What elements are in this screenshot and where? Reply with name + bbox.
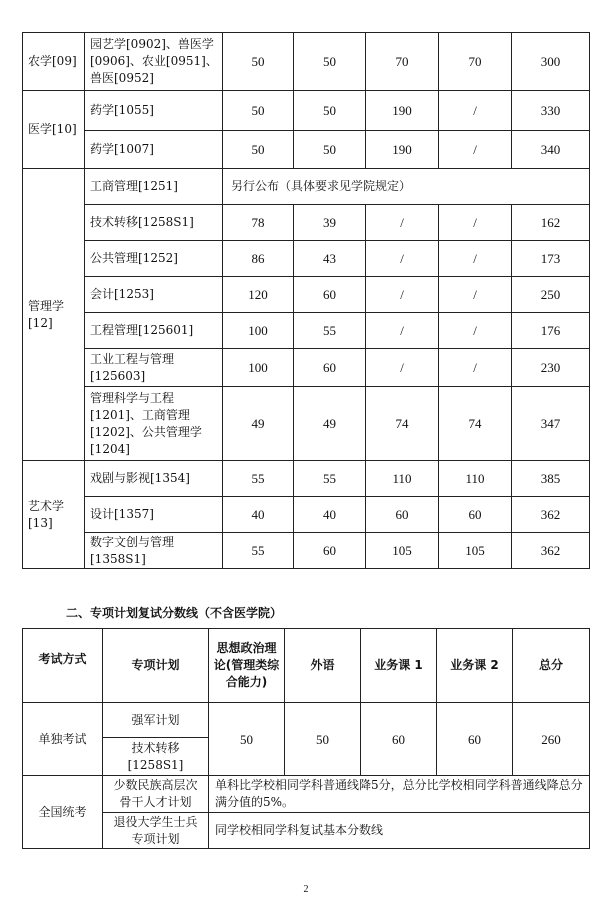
score-table-regular (22, 32, 590, 569)
score-course1: / (366, 313, 439, 349)
major-cell: 工商管理[1251] (85, 169, 223, 205)
score-course2: / (439, 241, 512, 277)
score-course1: / (366, 277, 439, 313)
score-politics: 120 (223, 277, 294, 313)
major-cell: 数字文创与管理[1358S1] (85, 533, 223, 569)
score-foreign: 60 (294, 277, 366, 313)
major-cell: 药学[1007] (85, 131, 223, 169)
score-politics: 55 (223, 533, 294, 569)
table-row (23, 703, 590, 738)
score-foreign: 50 (285, 703, 361, 776)
score-course1: 190 (366, 131, 439, 169)
table-row (23, 205, 590, 241)
score-foreign: 55 (294, 313, 366, 349)
major-cell: 公共管理[1252] (85, 241, 223, 277)
score-course2: / (439, 277, 512, 313)
score-foreign: 50 (294, 131, 366, 169)
score-total: 230 (512, 349, 590, 387)
table-row (23, 813, 590, 849)
score-politics: 40 (223, 497, 294, 533)
score-foreign: 60 (294, 349, 366, 387)
header-total: 总分 (513, 629, 590, 703)
major-cell: 技术转移[1258S1] (85, 205, 223, 241)
score-politics: 55 (223, 461, 294, 497)
score-politics: 86 (223, 241, 294, 277)
score-course2: 70 (439, 33, 512, 91)
header-plan: 专项计划 (103, 629, 209, 703)
score-foreign: 50 (294, 91, 366, 131)
header-politics: 思想政治理论(管理类综合能力) (209, 629, 285, 703)
discipline-cell: 艺术学[13] (23, 461, 85, 569)
major-cell: 设计[1357] (85, 497, 223, 533)
page-number: 2 (303, 884, 309, 895)
score-total: 176 (512, 313, 590, 349)
score-course1: 110 (366, 461, 439, 497)
score-course2: 60 (437, 703, 513, 776)
score-foreign: 60 (294, 533, 366, 569)
score-total: 260 (513, 703, 590, 776)
score-course2: / (439, 349, 512, 387)
score-foreign: 43 (294, 241, 366, 277)
score-course1: 60 (361, 703, 437, 776)
score-total: 385 (512, 461, 590, 497)
major-cell: 园艺学[0902]、兽医学[0906]、农业[0951]、兽医[0952] (85, 33, 223, 91)
table-row (23, 91, 590, 131)
score-course2: / (439, 91, 512, 131)
score-foreign: 55 (294, 461, 366, 497)
score-total: 162 (512, 205, 590, 241)
score-course2: / (439, 313, 512, 349)
score-politics: 50 (209, 703, 285, 776)
score-course1: / (366, 241, 439, 277)
score-total: 340 (512, 131, 590, 169)
major-cell: 会计[1253] (85, 277, 223, 313)
score-total: 173 (512, 241, 590, 277)
score-total: 250 (512, 277, 590, 313)
score-course2: / (439, 205, 512, 241)
table-row (23, 313, 590, 349)
score-course2: 60 (439, 497, 512, 533)
plan-cell: 少数民族高层次骨干人才计划 (103, 776, 209, 813)
score-total: 300 (512, 33, 590, 91)
score-total: 330 (512, 91, 590, 131)
score-table-special-plans (22, 628, 590, 849)
score-politics: 50 (223, 33, 294, 91)
score-course1: 74 (366, 387, 439, 461)
major-cell: 药学[1055] (85, 91, 223, 131)
header-exam-mode: 考试方式 (23, 629, 103, 703)
score-foreign: 39 (294, 205, 366, 241)
score-course1: 190 (366, 91, 439, 131)
table-row (23, 131, 590, 169)
score-total: 362 (512, 533, 590, 569)
note-cell: 另行公布（具体要求见学院规定） (223, 169, 590, 205)
plan-cell: 强军计划 (103, 703, 209, 738)
score-total: 347 (512, 387, 590, 461)
header-course1: 业务课 1 (361, 629, 437, 703)
score-foreign: 40 (294, 497, 366, 533)
score-course1: 70 (366, 33, 439, 91)
table-row (23, 277, 590, 313)
table-row (23, 33, 590, 91)
major-cell: 戏剧与影视[1354] (85, 461, 223, 497)
major-cell: 工程管理[125601] (85, 313, 223, 349)
score-course2: / (439, 131, 512, 169)
score-foreign: 50 (294, 33, 366, 91)
table-row (23, 533, 590, 569)
table-row (23, 497, 590, 533)
rule-cell: 同学校相同学科复试基本分数线 (209, 813, 590, 849)
score-politics: 49 (223, 387, 294, 461)
exam-mode-separate: 单独考试 (23, 703, 103, 776)
rule-cell: 单科比学校相同学科普通线降5分，总分比学校相同学科普通线降总分满分值的5%。 (209, 776, 590, 813)
exam-mode-national: 全国统考 (23, 776, 103, 849)
score-course2: 110 (439, 461, 512, 497)
score-course2: 74 (439, 387, 512, 461)
header-foreign: 外语 (285, 629, 361, 703)
table-row (23, 349, 590, 387)
major-cell: 管理科学与工程[1201]、工商管理[1202]、公共管理学[1204] (85, 387, 223, 461)
table-row (23, 461, 590, 497)
score-course1: / (366, 349, 439, 387)
major-cell: 工业工程与管理[125603] (85, 349, 223, 387)
plan-cell: 退役大学生士兵专项计划 (103, 813, 209, 849)
table2-header-row (23, 629, 590, 703)
discipline-cell: 医学[10] (23, 91, 85, 169)
table-row (23, 387, 590, 461)
table-row (23, 169, 590, 205)
score-politics: 50 (223, 91, 294, 131)
header-course2: 业务课 2 (437, 629, 513, 703)
score-course2: 105 (439, 533, 512, 569)
table-row (23, 241, 590, 277)
score-course1: 60 (366, 497, 439, 533)
score-politics: 50 (223, 131, 294, 169)
score-foreign: 49 (294, 387, 366, 461)
table-row (23, 776, 590, 813)
score-politics: 78 (223, 205, 294, 241)
score-politics: 100 (223, 313, 294, 349)
section-2-title: 二、专项计划复试分数线（不含医学院） (66, 606, 283, 620)
score-course1: 105 (366, 533, 439, 569)
discipline-cell: 农学[09] (23, 33, 85, 91)
plan-cell: 技术转移[1258S1] (103, 738, 209, 776)
score-politics: 100 (223, 349, 294, 387)
score-course1: / (366, 205, 439, 241)
score-total: 362 (512, 497, 590, 533)
discipline-cell: 管理学[12] (23, 169, 85, 461)
